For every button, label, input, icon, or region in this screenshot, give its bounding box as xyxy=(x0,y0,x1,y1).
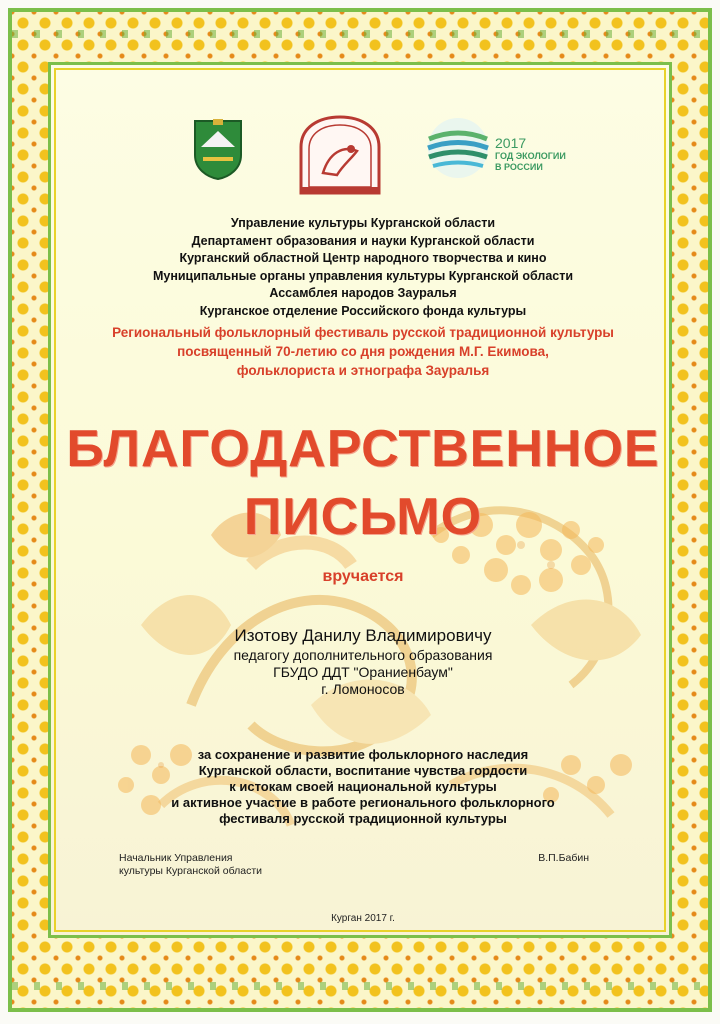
document-title xyxy=(51,415,672,551)
reason-line: и активное участие в работе регионального фольклорного xyxy=(171,795,555,810)
folk-art-center-logo-icon xyxy=(293,113,387,197)
organization-line: Муниципальные органы управления культуры Курганской области xyxy=(152,268,574,283)
festival-line: фольклориста и этнографа Зауралья xyxy=(236,363,490,378)
awarded-label: вручается xyxy=(322,568,404,585)
border-leaf-row-top xyxy=(12,30,708,38)
eco-year: 2017 xyxy=(495,135,527,151)
festival-line: Региональный фольклорный фестиваль русской традиционной культуры xyxy=(112,325,614,340)
title-line-2: ПИСЬМО xyxy=(243,488,483,546)
organization-line: Ассамблея народов Зауралья xyxy=(269,286,457,300)
festival-line: посвященный 70-летию со дня рождения М.Г. Екимова, xyxy=(177,344,549,359)
recipient-position: педагогу дополнительного образования xyxy=(233,647,493,663)
recipient-name: Изотову Данилу Владимировичу xyxy=(234,626,492,645)
reason-line: фестиваля русской традиционной культуры xyxy=(219,811,507,826)
certificate-body xyxy=(48,62,672,938)
year-of-ecology-logo-icon xyxy=(423,115,493,181)
logos-row xyxy=(51,113,672,203)
title-line-1: БЛАГОДАРСТВЕННОЕ xyxy=(66,420,660,478)
recipient-block xyxy=(51,625,672,698)
eco-label: ГОД ЭКОЛОГИИ В РОССИИ xyxy=(495,151,566,172)
signatory-title xyxy=(119,852,262,878)
organization-line: Департамент образования и науки Курганской области xyxy=(191,233,535,248)
recipient-city: г. Ломоносов xyxy=(321,681,405,697)
reason-line: за сохранение и развитие фольклорного наследия xyxy=(197,747,529,762)
eco-year-caption xyxy=(495,135,605,173)
organization-line: Курганское отделение Российского фонда культуры xyxy=(199,303,527,318)
signatory-title-line-2: культуры Курганской области xyxy=(119,865,263,877)
organization-line: Курганский областной Центр народного творчества и кино xyxy=(179,251,547,265)
award-reason xyxy=(51,747,672,827)
signatory-name: В.П.Бабин xyxy=(538,852,589,864)
reason-line: к истокам своей национальной культуры xyxy=(229,779,497,794)
festival-description xyxy=(51,323,672,380)
kurgan-oblast-coat-of-arms-icon xyxy=(191,117,245,181)
organizations-list xyxy=(51,215,672,320)
organization-line: Управление культуры Курганской области xyxy=(230,216,496,230)
signatory-title-line-1: Начальник Управления xyxy=(119,852,233,864)
place-and-date: Курган 2017 г. xyxy=(331,913,395,924)
reason-line: Курганской области, воспитание чувства гордости xyxy=(198,763,528,778)
border-leaf-row-bottom xyxy=(12,982,708,990)
recipient-institution: ГБУДО ДДТ "Ораниенбаум" xyxy=(273,664,453,680)
